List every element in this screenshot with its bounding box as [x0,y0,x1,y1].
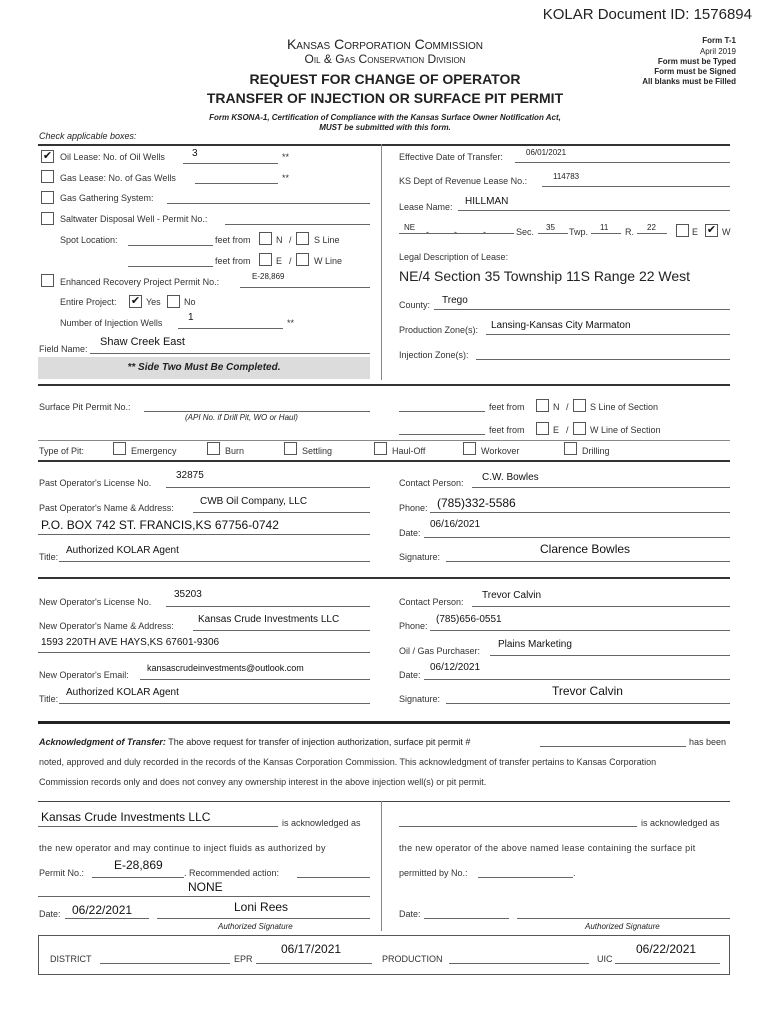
swd-checkbox[interactable] [41,212,54,225]
ack-text-3: Commission records only and does not convey any ownership interest in the above injection well(s) or pit permit. [39,777,487,787]
ack-recommended-label: . Recommended action: [184,868,280,878]
auth-signature-label: Authorized Signature [218,922,293,931]
past-address-value[interactable]: P.O. BOX 742 ST. FRANCIS,KS 67756-0742 [41,518,279,532]
effective-date-value[interactable]: 06/01/2021 [526,148,567,157]
ack-signer-value[interactable]: Loni Rees [234,900,289,914]
oil-lease-checkbox[interactable]: ✔ [42,150,53,162]
ack-title: Acknowledgment of Transfer: [39,737,166,747]
past-date-value[interactable]: 06/16/2021 [430,519,481,530]
injection-zone-label: Injection Zone(s): [399,350,469,360]
permitted-by-label: permitted by No.: [399,868,468,878]
entire-project-label: Entire Project: [60,297,117,307]
township-value[interactable]: 11 [600,223,609,232]
effective-date-label: Effective Date of Transfer: [399,152,503,162]
pit-type-hauloff: Haul-Off [392,446,426,456]
pit-settling-checkbox[interactable] [284,442,297,455]
form-date: April 2019 [699,47,736,56]
eor-label: Enhanced Recovery Project Permit No.: [60,277,220,287]
spot-n-checkbox[interactable] [259,232,272,245]
ack-left-text: the new operator and may continue to inject fluids as authorized by [39,843,326,853]
past-title-label: Title: [39,552,59,562]
county-label: County: [399,300,431,310]
gas-gathering-checkbox[interactable] [41,191,54,204]
form-title-2: TRANSFER OF INJECTION OR SURFACE PIT PERMIT [206,90,564,106]
org-name: Kansas Corporation Commission [286,36,484,52]
eor-checkbox[interactable] [41,274,54,287]
ack-date-label-right: Date: [399,909,421,919]
lease-name-label: Lease Name: [399,202,453,212]
stars: ** [282,152,290,162]
ack-text-1: The above request for transfer of injection authorization, surface pit permit # [165,737,471,747]
pit-type-drilling: Drilling [582,446,610,456]
pit-type-workover: Workover [481,446,520,456]
ack-permit-value[interactable]: E-28,869 [114,858,163,872]
dash: - [454,227,457,237]
dash: - [426,227,429,237]
new-address-value[interactable]: 1593 220TH AVE HAYS,KS 67601-9306 [41,637,220,648]
w-label: W [722,227,731,237]
oil-lease-label: Oil Lease: No. of Oil Wells [60,152,165,162]
past-phone-label: Phone: [399,503,428,513]
ack-right-text: the new operator of the above named lease containing the surface pit [399,843,696,853]
ack-text-2: noted, approved and duly recorded in the records of the Kansas Corporation Commission. This acknowledgment of transfer pertains to Kansas Corporation [39,757,657,767]
feet-from-label: feet from [489,425,525,435]
epr-value[interactable]: 06/17/2021 [281,942,342,956]
production-zone-label: Production Zone(s): [399,325,479,335]
new-title-value[interactable]: Authorized KOLAR Agent [66,687,179,698]
pit-n-checkbox[interactable] [536,399,549,412]
gas-gathering-label: Gas Gathering System: [60,193,154,203]
pit-burn-checkbox[interactable] [207,442,220,455]
ack-has-been: has been [689,737,727,747]
entire-yes-checkbox[interactable]: ✔ [130,295,141,307]
slash: / [566,402,569,412]
range-label: R. [625,227,634,237]
slash: / [289,256,292,266]
sec-label: Sec. [516,227,535,237]
new-license-label: New Operator's License No. [39,597,152,607]
new-signature-value[interactable]: Trevor Calvin [552,684,623,698]
s-line-section-label: S Line of Section [590,402,659,412]
new-phone-value[interactable]: (785)656-0551 [436,614,502,625]
new-contact-label: Contact Person: [399,597,464,607]
new-email-label: New Operator's Email: [39,670,129,680]
type-of-pit-label: Type of Pit: [39,446,85,456]
past-title-value[interactable]: Authorized KOLAR Agent [66,545,179,556]
e-label: E [276,256,283,266]
district-label: DISTRICT [50,954,92,964]
swd-label: Saltwater Disposal Well - Permit No.: [60,214,208,224]
pit-w-checkbox[interactable] [573,422,586,435]
new-license-value[interactable]: 35203 [174,589,202,600]
injection-wells-value[interactable]: 1 [188,312,194,323]
dash: - [483,227,486,237]
slash: / [566,425,569,435]
new-name-value[interactable]: Kansas Crude Investments LLC [198,614,340,625]
range-value[interactable]: 22 [647,223,656,232]
form-blanks: All blanks must be Filled [642,77,736,86]
feet-from-label: feet from [215,235,251,245]
spot-w-checkbox[interactable] [296,253,309,266]
spot-e-checkbox[interactable] [259,253,272,266]
past-name-label: Past Operator's Name & Address: [39,503,174,513]
n-label: N [553,402,560,412]
gas-lease-checkbox[interactable] [41,170,54,183]
past-signature-value[interactable]: Clarence Bowles [540,542,631,556]
stars: ** [282,173,290,183]
pit-type-burn: Burn [225,446,245,456]
quarter-ne[interactable]: NE [404,223,416,232]
legal-desc-label: Legal Description of Lease: [399,252,509,262]
feet-from-label: feet from [215,256,251,266]
new-title-label: Title: [39,694,59,704]
e-label: E [692,227,699,237]
past-contact-label: Contact Person: [399,478,464,488]
entire-no-checkbox[interactable] [167,295,180,308]
surface-pit-label: Surface Pit Permit No.: [39,402,131,412]
w-line-label: W Line [314,256,343,266]
pit-drilling-checkbox[interactable] [564,442,577,455]
no-label: No [184,297,196,307]
past-license-value[interactable]: 32875 [176,470,204,481]
form-typed: Form must be Typed [657,57,736,66]
revenue-lease-value[interactable]: 114783 [553,172,580,181]
auth-signature-label-right: Authorized Signature [585,922,660,931]
s-line-label: S Line [314,235,340,245]
pit-s-checkbox[interactable] [573,399,586,412]
w-line-section-label: W Line of Section [590,425,661,435]
epr-label: EPR [234,954,253,964]
field-name-label: Field Name: [39,344,88,354]
twp-label: Twp. [569,227,589,237]
pit-e-checkbox[interactable] [536,422,549,435]
lease-name-value[interactable]: HILLMAN [465,196,509,207]
production-label: PRODUCTION [382,954,443,964]
n-label: N [276,235,283,245]
new-email-value[interactable]: kansascrudeinvestments@outlook.com [147,663,304,673]
pit-workover-checkbox[interactable] [463,442,476,455]
ack-date-label: Date: [39,909,61,919]
ack-date-value[interactable]: 06/22/2021 [72,903,133,917]
range-w-checkbox[interactable]: ✔ [706,224,717,236]
new-name-label: New Operator's Name & Address: [39,621,174,631]
county-value[interactable]: Trego [442,295,468,306]
section-value[interactable]: 35 [546,223,555,232]
feet-from-label: feet from [489,402,525,412]
pit-type-emergency: Emergency [131,446,177,456]
gas-lease-label: Gas Lease: No. of Gas Wells [60,173,176,183]
ksona-note-2: MUST be submitted with this form. [319,123,451,132]
new-phone-label: Phone: [399,621,428,631]
legal-desc-value[interactable]: NE/4 Section 35 Township 11S Range 22 West [399,268,691,284]
past-date-label: Date: [399,528,421,538]
purchaser-label: Oil / Gas Purchaser: [399,646,481,656]
side-two-banner: ** Side Two Must Be Completed. [38,357,370,379]
yes-label: Yes [146,297,161,307]
spot-s-checkbox[interactable] [296,232,309,245]
eor-permit-value[interactable]: E-28,869 [252,272,285,281]
past-signature-label: Signature: [399,552,441,562]
period: . [573,868,576,878]
revenue-lease-label: KS Dept of Revenue Lease No.: [399,176,528,186]
pit-emergency-checkbox[interactable] [113,442,126,455]
new-date-value[interactable]: 06/12/2021 [430,662,481,673]
ack-permit-label: Permit No.: [39,868,85,878]
ksona-note-1: Form KSONA-1, Certification of Compliance with the Kansas Surface Owner Notification Act, [209,113,561,122]
e-label: E [553,425,560,435]
ack-as-label-right: is acknowledged as [641,818,720,828]
field-name-value[interactable]: Shaw Creek East [100,336,185,348]
past-name-value[interactable]: CWB Oil Company, LLC [200,496,308,507]
ack-as-label: is acknowledged as [282,818,361,828]
purchaser-value[interactable]: Plains Marketing [498,639,572,650]
production-zone-value[interactable]: Lansing-Kansas City Marmaton [491,320,631,331]
form-signed: Form must be Signed [654,67,736,76]
oil-wells-value[interactable]: 3 [192,148,198,159]
pit-hauloff-checkbox[interactable] [374,442,387,455]
form-title-1: REQUEST FOR CHANGE OF OPERATOR [249,71,521,87]
document-id: KOLAR Document ID: 1576894 [542,6,752,23]
range-e-checkbox[interactable] [676,224,689,237]
division-name: Oil & Gas Conservation Division [304,52,466,66]
api-note: (API No. if Drill Pit, WO or Haul) [185,413,298,422]
check-boxes-label: Check applicable boxes: [39,131,137,141]
ack-recommended-value[interactable]: NONE [188,880,223,894]
stars: ** [287,318,295,328]
past-phone-value[interactable]: (785)332-5586 [437,496,516,510]
ack-company-value[interactable]: Kansas Crude Investments LLC [41,810,211,824]
slash: / [289,235,292,245]
uic-value[interactable]: 06/22/2021 [636,942,697,956]
spot-location-label: Spot Location: [60,235,118,245]
num-injection-label: Number of Injection Wells [60,318,163,328]
new-date-label: Date: [399,670,421,680]
past-license-label: Past Operator's License No. [39,478,152,488]
pit-type-settling: Settling [302,446,333,456]
new-signature-label: Signature: [399,694,441,704]
new-contact-value[interactable]: Trevor Calvin [482,590,542,601]
form-number: Form T-1 [702,36,736,45]
uic-label: UIC [597,954,613,964]
past-contact-value[interactable]: C.W. Bowles [482,472,539,483]
